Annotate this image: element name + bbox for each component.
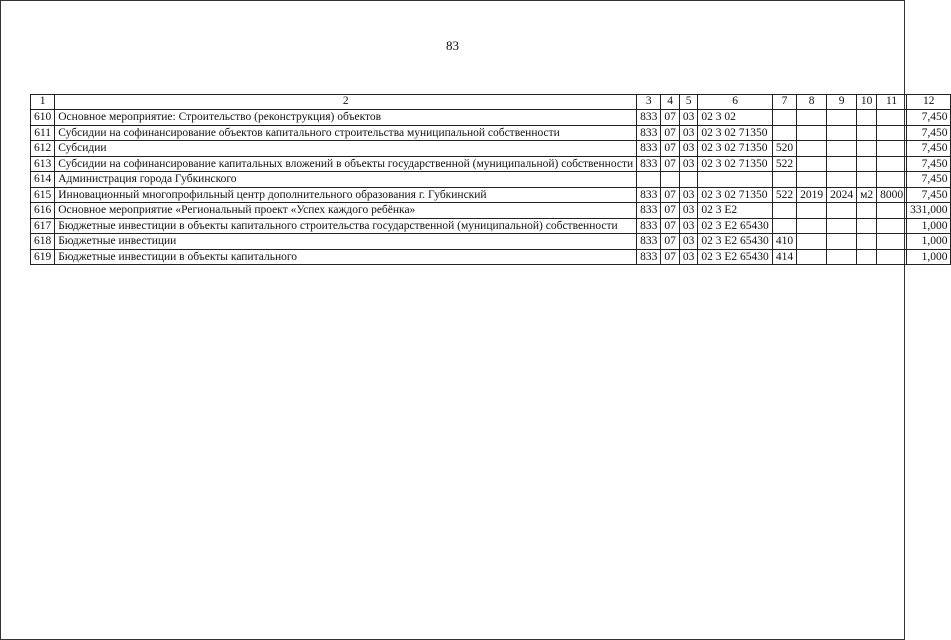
- cell-end-year: [827, 110, 857, 126]
- page-number: 83: [446, 38, 459, 53]
- table-row: [31, 125, 951, 141]
- cell-admin-code: 833: [637, 234, 661, 250]
- cell-subsection: 03: [679, 156, 698, 172]
- cell-target-article: 02 3 02 71350: [698, 141, 772, 157]
- cell-start-year: [797, 203, 827, 219]
- cell-subsection: [679, 172, 698, 188]
- row-number: 610: [31, 110, 55, 126]
- cell-end-year: [827, 141, 857, 157]
- cell-end-year: 2024: [827, 187, 857, 203]
- row-number: 612: [31, 141, 55, 157]
- cell-expense-type: [772, 218, 796, 234]
- cell-amount: 7,450: [907, 125, 951, 141]
- cell-target-article: 02 3 02 71350: [698, 125, 772, 141]
- header-cell: 12: [907, 95, 951, 110]
- cell-amount: 7,450: [907, 110, 951, 126]
- header-cell: 11: [877, 95, 907, 110]
- cell-expense-type: [772, 110, 796, 126]
- cell-unit: [857, 172, 877, 188]
- cell-capacity: [877, 156, 907, 172]
- cell-admin-code: 833: [637, 218, 661, 234]
- cell-capacity: [877, 141, 907, 157]
- cell-target-article: 02 3 Е2 65430: [698, 218, 772, 234]
- header-cell: 3: [637, 95, 661, 110]
- cell-section: 07: [661, 187, 680, 203]
- cell-target-article: 02 3 02 71350: [698, 156, 772, 172]
- table-row: [31, 187, 951, 203]
- cell-unit: м2: [857, 187, 877, 203]
- cell-amount: 1,000: [907, 234, 951, 250]
- row-number: 611: [31, 125, 55, 141]
- cell-capacity: [877, 125, 907, 141]
- header-cell: 9: [827, 95, 857, 110]
- table-row: [31, 249, 951, 265]
- cell-start-year: 2019: [797, 187, 827, 203]
- row-name: Бюджетные инвестиции: [55, 234, 637, 250]
- cell-section: [661, 172, 680, 188]
- header-cell: 6: [698, 95, 772, 110]
- cell-start-year: [797, 125, 827, 141]
- cell-unit: [857, 110, 877, 126]
- cell-unit: [857, 218, 877, 234]
- cell-start-year: [797, 141, 827, 157]
- header-row: [31, 95, 951, 110]
- cell-section: 07: [661, 218, 680, 234]
- cell-start-year: [797, 234, 827, 250]
- cell-subsection: 03: [679, 234, 698, 250]
- cell-expense-type: 520: [772, 141, 796, 157]
- cell-subsection: 03: [679, 110, 698, 126]
- cell-amount: 7,450: [907, 172, 951, 188]
- row-name: Бюджетные инвестиции в объекты капитального строительства государственной (муниципальной) собственности: [55, 218, 637, 234]
- cell-unit: [857, 203, 877, 219]
- cell-target-article: [698, 172, 772, 188]
- row-number: 613: [31, 156, 55, 172]
- row-number: 614: [31, 172, 55, 188]
- header-cell: 7: [772, 95, 796, 110]
- cell-admin-code: 833: [637, 249, 661, 265]
- cell-amount: 7,450: [907, 187, 951, 203]
- row-number: 617: [31, 218, 55, 234]
- cell-subsection: 03: [679, 187, 698, 203]
- cell-unit: [857, 156, 877, 172]
- cell-unit: [857, 234, 877, 250]
- row-name: Инновационный многопрофильный центр дополнительного образования г. Губкинский: [55, 187, 637, 203]
- row-name: Субсидии на софинансирование капитальных вложений в объекты государственной (муниципальной) собственности: [55, 156, 637, 172]
- cell-unit: [857, 125, 877, 141]
- row-name: Администрация города Губкинского: [55, 172, 637, 188]
- cell-start-year: [797, 249, 827, 265]
- table-row: [31, 141, 951, 157]
- cell-subsection: 03: [679, 218, 698, 234]
- cell-end-year: [827, 156, 857, 172]
- cell-target-article: 02 3 02 71350: [698, 187, 772, 203]
- table-row: [31, 156, 951, 172]
- row-number: 619: [31, 249, 55, 265]
- cell-admin-code: 833: [637, 156, 661, 172]
- cell-subsection: 03: [679, 141, 698, 157]
- header-cell: 1: [31, 95, 55, 110]
- row-name: Субсидии на софинансирование объектов капитального строительства муниципальной собственности: [55, 125, 637, 141]
- cell-capacity: [877, 172, 907, 188]
- cell-admin-code: [637, 172, 661, 188]
- cell-expense-type: 414: [772, 249, 796, 265]
- cell-capacity: [877, 249, 907, 265]
- header-cell: 10: [857, 95, 877, 110]
- cell-start-year: [797, 172, 827, 188]
- cell-capacity: [877, 218, 907, 234]
- table-row: [31, 218, 951, 234]
- cell-expense-type: 410: [772, 234, 796, 250]
- row-name: Основное мероприятие: Строительство (реконструкция) объектов: [55, 110, 637, 126]
- row-number: 618: [31, 234, 55, 250]
- cell-expense-type: [772, 203, 796, 219]
- table-row: [31, 234, 951, 250]
- cell-expense-type: 522: [772, 187, 796, 203]
- cell-end-year: [827, 203, 857, 219]
- cell-unit: [857, 141, 877, 157]
- budget-table: [30, 94, 951, 265]
- cell-section: 07: [661, 203, 680, 219]
- header-cell: 8: [797, 95, 827, 110]
- cell-section: 07: [661, 156, 680, 172]
- cell-amount: 7,450: [907, 156, 951, 172]
- header-cell: 2: [55, 95, 637, 110]
- row-name: Бюджетные инвестиции в объекты капитального: [55, 249, 637, 265]
- cell-admin-code: 833: [637, 110, 661, 126]
- cell-end-year: [827, 218, 857, 234]
- row-number: 615: [31, 187, 55, 203]
- cell-expense-type: 522: [772, 156, 796, 172]
- cell-end-year: [827, 125, 857, 141]
- cell-expense-type: [772, 125, 796, 141]
- cell-start-year: [797, 156, 827, 172]
- cell-subsection: 03: [679, 203, 698, 219]
- cell-target-article: 02 3 Е2: [698, 203, 772, 219]
- cell-capacity: 8000: [877, 187, 907, 203]
- cell-section: 07: [661, 110, 680, 126]
- table-row: [31, 110, 951, 126]
- cell-subsection: 03: [679, 125, 698, 141]
- cell-target-article: 02 3 Е2 65430: [698, 249, 772, 265]
- cell-capacity: [877, 203, 907, 219]
- cell-target-article: 02 3 Е2 65430: [698, 234, 772, 250]
- cell-start-year: [797, 110, 827, 126]
- cell-admin-code: 833: [637, 203, 661, 219]
- cell-expense-type: [772, 172, 796, 188]
- cell-admin-code: 833: [637, 187, 661, 203]
- header-cell: 4: [661, 95, 680, 110]
- cell-amount: 1,000: [907, 249, 951, 265]
- cell-capacity: [877, 234, 907, 250]
- row-number: 616: [31, 203, 55, 219]
- table-row: [31, 203, 951, 219]
- row-name: Основное мероприятие «Региональный проект «Успех каждого ребёнка»: [55, 203, 637, 219]
- table-row: [31, 172, 951, 188]
- cell-admin-code: 833: [637, 141, 661, 157]
- cell-section: 07: [661, 141, 680, 157]
- header-cell: 5: [679, 95, 698, 110]
- cell-capacity: [877, 110, 907, 126]
- cell-amount: 331,000: [907, 203, 951, 219]
- cell-amount: 7,450: [907, 141, 951, 157]
- cell-end-year: [827, 249, 857, 265]
- cell-admin-code: 833: [637, 125, 661, 141]
- cell-end-year: [827, 172, 857, 188]
- cell-section: 07: [661, 249, 680, 265]
- cell-amount: 1,000: [907, 218, 951, 234]
- cell-start-year: [797, 218, 827, 234]
- cell-section: 07: [661, 125, 680, 141]
- cell-section: 07: [661, 234, 680, 250]
- row-name: Субсидии: [55, 141, 637, 157]
- cell-end-year: [827, 234, 857, 250]
- cell-subsection: 03: [679, 249, 698, 265]
- cell-target-article: 02 3 02: [698, 110, 772, 126]
- cell-unit: [857, 249, 877, 265]
